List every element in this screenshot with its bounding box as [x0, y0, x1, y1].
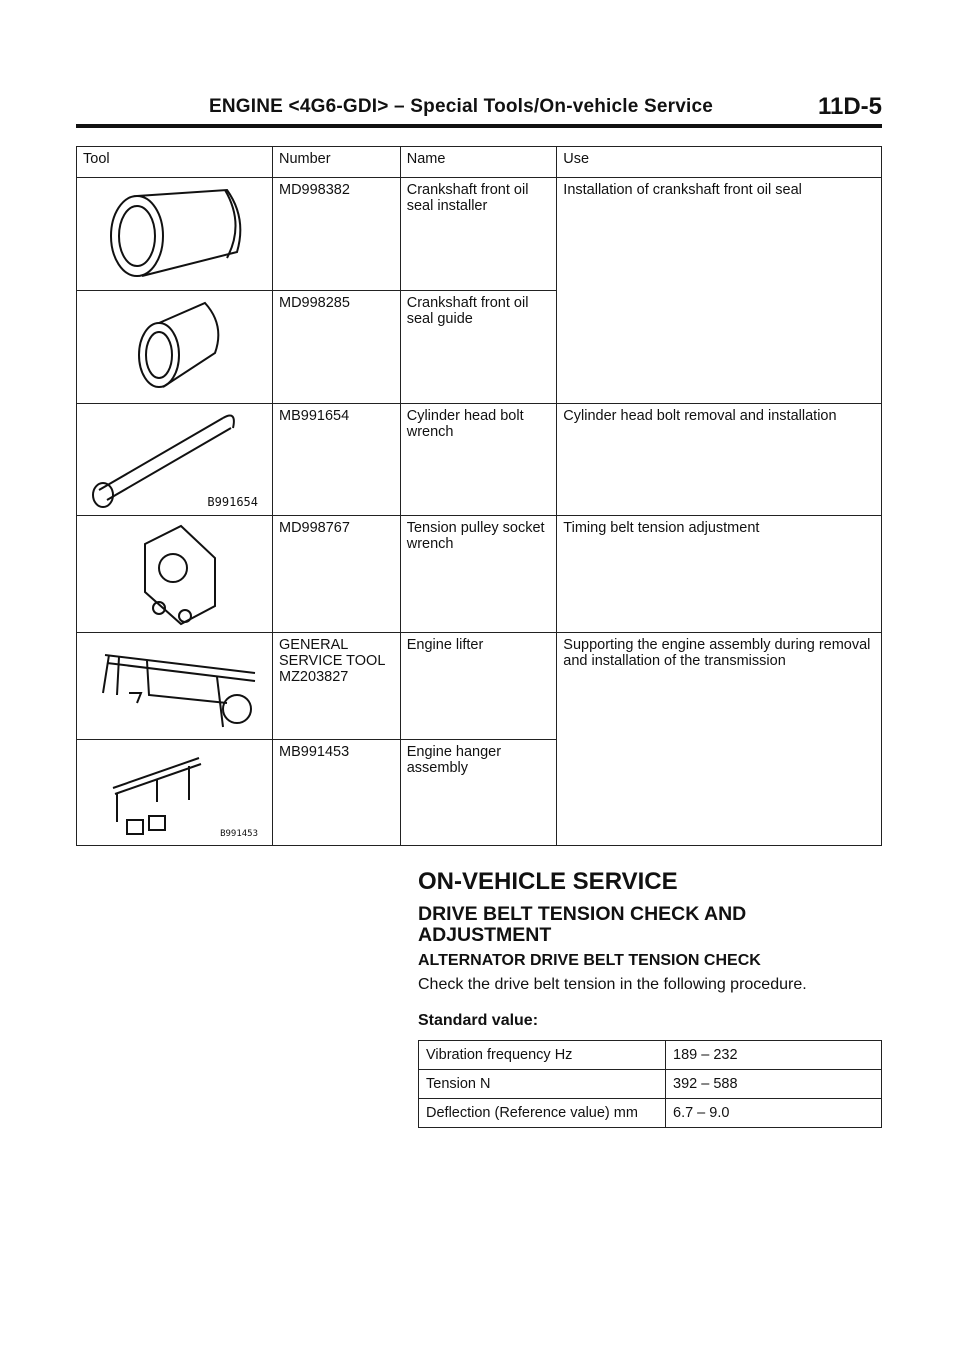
column-header-name: Name [400, 147, 557, 178]
column-header-tool: Tool [77, 147, 273, 178]
tool-image-cell [77, 178, 273, 291]
tool-use: Timing belt tension adjustment [557, 516, 882, 633]
page-number: 11D-5 [817, 93, 882, 120]
table-row [77, 633, 882, 740]
spec-item: Tension N [419, 1070, 666, 1099]
tool-image-label: B991453 [220, 829, 258, 839]
header-rule [76, 124, 882, 128]
spec-value: 189 – 232 [666, 1041, 882, 1070]
special-tools-table [76, 146, 882, 846]
spec-value: 392 – 588 [666, 1070, 882, 1099]
socket-wrench-illustration [77, 516, 272, 632]
standard-value-table [418, 1040, 882, 1128]
tool-name: Tension pulley socket wrench [400, 516, 557, 633]
table-row [419, 1070, 882, 1099]
section-subsubtitle: ALTERNATOR DRIVE BELT TENSION CHECK [418, 952, 761, 969]
section-title: ON-VEHICLE SERVICE [418, 868, 678, 895]
tool-image-label: B991654 [207, 495, 258, 509]
spec-item: Deflection (Reference value) mm [419, 1099, 666, 1128]
tool-use: Supporting the engine assembly during removal and installation of the transmission [557, 633, 882, 846]
tool-name: Crankshaft front oil seal guide [400, 291, 557, 404]
seal-guide-illustration [77, 291, 272, 403]
section-subtitle: DRIVE BELT TENSION CHECK AND ADJUSTMENT [418, 903, 747, 946]
intro-paragraph: Check the drive belt tension in the following procedure. [418, 976, 807, 993]
tool-number: GENERAL SERVICE TOOL MZ203827 [273, 633, 401, 740]
tool-name: Crankshaft front oil seal installer [400, 178, 557, 291]
table-row [77, 404, 882, 516]
table-row [77, 178, 882, 291]
tool-image-cell [77, 740, 273, 846]
tool-image-cell [77, 404, 273, 516]
page-title: ENGINE <4G6-GDI> – Special Tools/On-vehicle Service [209, 96, 714, 117]
tool-image-cell [77, 516, 273, 633]
tool-number: MB991453 [273, 740, 401, 846]
tool-number: MD998767 [273, 516, 401, 633]
tool-number: MD998382 [273, 178, 401, 291]
page-header [76, 93, 882, 122]
tool-use: Installation of crankshaft front oil seal [557, 178, 882, 404]
table-header-row [77, 147, 882, 178]
engine-lifter-illustration [77, 633, 272, 739]
column-header-number: Number [273, 147, 401, 178]
column-header-use: Use [557, 147, 882, 178]
tool-use: Cylinder head bolt removal and installation [557, 404, 882, 516]
tool-name: Cylinder head bolt wrench [400, 404, 557, 516]
tool-number: MD998285 [273, 291, 401, 404]
spec-value: 6.7 – 9.0 [666, 1099, 882, 1128]
tool-name: Engine hanger assembly [400, 740, 557, 846]
table-row [77, 516, 882, 633]
tool-number: MB991654 [273, 404, 401, 516]
standard-value-label: Standard value: [418, 1012, 539, 1029]
tool-image-cell [77, 633, 273, 740]
spec-item: Vibration frequency Hz [419, 1041, 666, 1070]
seal-installer-illustration [77, 178, 272, 290]
table-row [419, 1099, 882, 1128]
tool-image-cell [77, 291, 273, 404]
table-row [419, 1041, 882, 1070]
tool-name: Engine lifter [400, 633, 557, 740]
